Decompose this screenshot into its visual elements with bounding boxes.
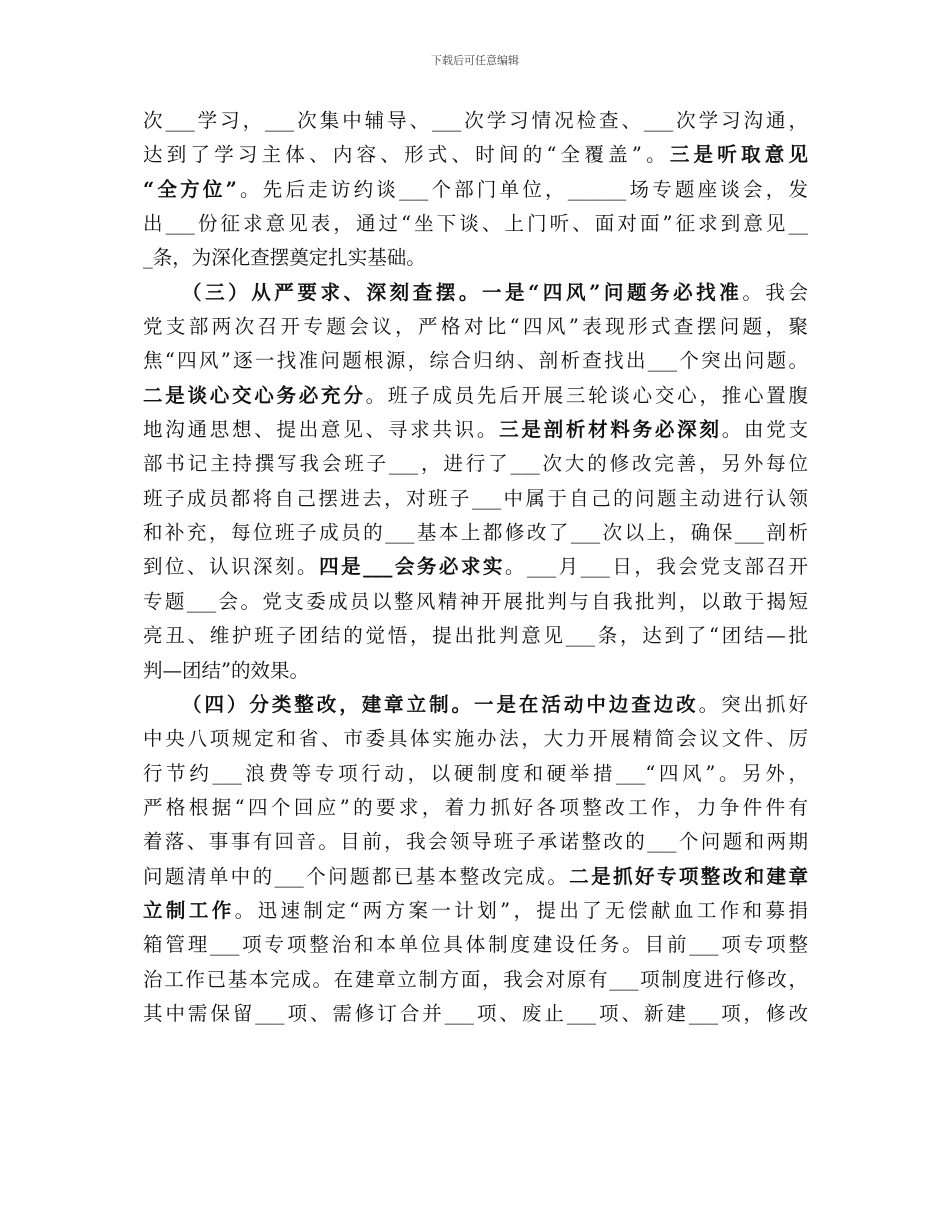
text-segment: 判—团结”的效果。 bbox=[143, 658, 309, 682]
text-segment: _条，为深化查摆奠定扎实基础。 bbox=[143, 246, 426, 270]
text-line bbox=[143, 241, 808, 275]
text-line bbox=[143, 447, 808, 481]
text-line bbox=[143, 757, 808, 791]
text-line bbox=[143, 413, 808, 447]
text-segment: 中央八项规定和省、市委具体实施办法，大力开展精简会议文件、厉 bbox=[143, 727, 808, 751]
text-line bbox=[143, 722, 808, 756]
bold-text-segment: （四）分类整改，建章立制。一是在活动中边查边改 bbox=[182, 692, 699, 716]
bold-text-segment: 二是抓好专项整改和建章 bbox=[569, 864, 808, 888]
text-segment: 亮丑、维护班子团结的觉悟，提出批判意见___条，达到了“团结—批 bbox=[143, 624, 808, 648]
text-segment: 。由党支 bbox=[721, 418, 808, 442]
text-line bbox=[143, 173, 808, 207]
text-segment: 着落、事事有回音。目前，我会领导班子承诺整改的___个问题和两期 bbox=[143, 830, 808, 854]
text-segment: 和补充，每位班子成员的___基本上都修改了___次以上，确保___剖析 bbox=[143, 521, 808, 545]
text-segment: 。___月___日，我会党支部召开 bbox=[504, 555, 808, 579]
document-body bbox=[143, 104, 808, 1031]
text-line bbox=[143, 997, 808, 1031]
bold-text-segment: 立制工作 bbox=[143, 898, 235, 922]
text-line bbox=[143, 585, 808, 619]
text-line bbox=[143, 104, 808, 138]
text-segment: 到位、认识深刻。 bbox=[143, 555, 320, 579]
text-segment: 。我会 bbox=[742, 280, 808, 304]
text-segment: 专题___会。党支委成员以整风精神开展批判与自我批判，以敢于揭短 bbox=[143, 589, 808, 613]
text-line bbox=[143, 619, 808, 653]
text-line bbox=[143, 825, 808, 859]
text-segment: 其中需保留___项、需修订合并___项、废止___项、新建___项，修改 bbox=[143, 1001, 808, 1025]
bold-text-segment: 二是谈心交心务必充分 bbox=[143, 383, 366, 407]
text-line bbox=[143, 654, 808, 688]
text-line bbox=[143, 928, 808, 962]
text-segment: 。迅速制定“两方案一计划”，提出了无偿献血工作和募捐 bbox=[234, 898, 808, 922]
text-segment: 问题清单中的___个问题都已基本整改完成。 bbox=[143, 864, 570, 888]
page-header: 下载后可任意编辑 bbox=[431, 54, 519, 67]
text-segment: 焦“四风”逐一找准问题根源，综合归纳、剖析查找出___个突出问题。 bbox=[143, 349, 808, 373]
text-segment: 部书记主持撰写我会班子___，进行了___次大的修改完善，另外每位 bbox=[143, 452, 808, 476]
text-segment: 。突出抓好 bbox=[698, 692, 808, 716]
text-line bbox=[143, 688, 808, 722]
text-line bbox=[143, 138, 808, 172]
text-line bbox=[143, 310, 808, 344]
text-line bbox=[143, 550, 808, 584]
text-segment: 箱管理___项专项整治和本单位具体制度建设任务。目前___项专项整 bbox=[143, 933, 808, 957]
text-line bbox=[143, 791, 808, 825]
text-line bbox=[143, 516, 808, 550]
bold-text-segment: 三是听取意见 bbox=[669, 143, 808, 167]
text-line bbox=[143, 860, 808, 894]
text-segment: 严格根据“四个回应”的要求，着力抓好各项整改工作，力争件件有 bbox=[143, 795, 808, 819]
bold-text-segment: “全方位” bbox=[143, 177, 237, 201]
bold-text-segment: 四是___会务必求实 bbox=[319, 555, 505, 579]
bold-text-segment: 三是剖析材料务必深刻 bbox=[499, 418, 722, 442]
text-segment: 班子成员都将自己摆进去，对班子___中属于自己的问题主动进行认领 bbox=[143, 486, 808, 510]
text-segment: 。先后走访约谈___个部门单位，______场专题座谈会，发 bbox=[236, 177, 808, 201]
text-segment: 。班子成员先后开展三轮谈心交心，推心置腹 bbox=[365, 383, 808, 407]
text-segment: 地沟通思想、提出意见、寻求共识。 bbox=[143, 418, 500, 442]
text-segment: 党支部两次召开专题会议，严格对比“四风”表现形式查摆问题，聚 bbox=[143, 315, 808, 339]
text-line bbox=[143, 379, 808, 413]
text-segment: 次___学习，___次集中辅导、___次学习情况检查、___次学习沟通， bbox=[143, 109, 808, 132]
text-line bbox=[143, 482, 808, 516]
text-segment: 治工作已基本完成。在建章立制方面，我会对原有___项制度进行修改， bbox=[143, 967, 808, 991]
text-segment: 出___份征求意见表，通过“坐下谈、上门听、面对面”征求到意见__ bbox=[143, 212, 808, 236]
text-segment: 达到了学习主体、内容、形式、时间的“全覆盖”。 bbox=[143, 143, 670, 167]
text-line bbox=[143, 207, 808, 241]
text-line bbox=[143, 344, 808, 378]
text-line bbox=[143, 894, 808, 928]
text-segment: 行节约___浪费等专项行动，以硬制度和硬举措___“四风”。另外， bbox=[143, 761, 808, 785]
bold-text-segment: （三）从严要求、深刻查摆。一是“四风”问题务必找准 bbox=[182, 280, 743, 304]
text-line bbox=[143, 276, 808, 310]
text-line bbox=[143, 963, 808, 997]
